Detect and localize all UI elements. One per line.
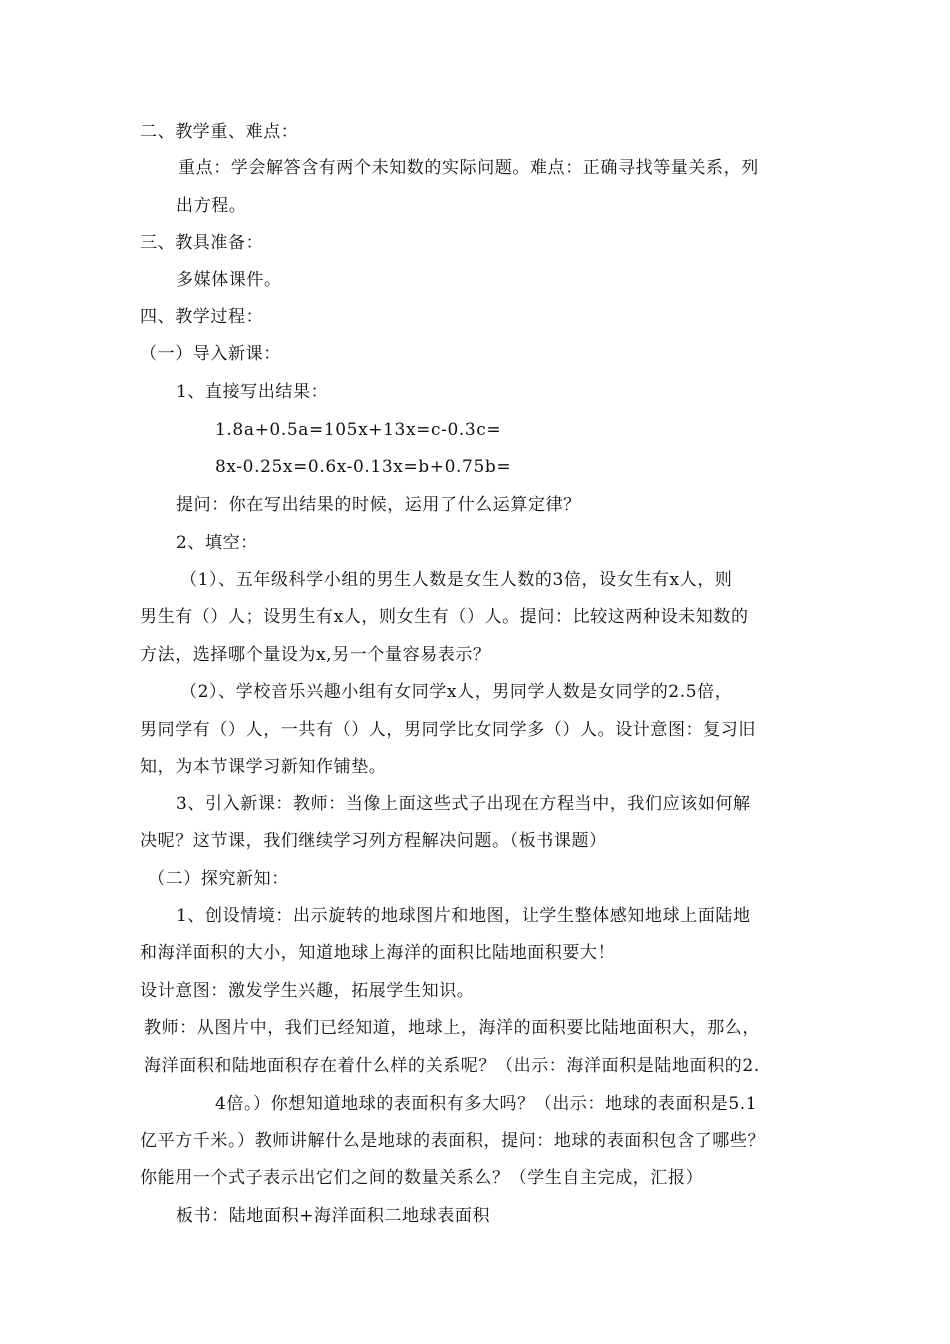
paragraph-line: 出方程。 [176,196,247,216]
heading-process: 四、教学过程： [140,307,264,327]
paragraph-line: （2）、学校音乐兴趣小组有女同学x人，男同学人数是女同学的2.5倍， [180,682,733,702]
paragraph-line: 3、引入新课：教师：当像上面这些式子出现在方程当中，我们应该如何解 [176,794,751,814]
paragraph-line: 多媒体课件。 [176,270,282,290]
paragraph-line: 男同学有（）人，一共有（）人，男同学比女同学多（）人。设计意图：复习旧 [140,720,756,740]
subheading-explore: （二）探究新知： [148,869,289,889]
equation-line: 8x-0.25x=0.6x-0.13x=b+0.75b= [215,457,512,477]
heading-key-points: 二、教学重、难点： [140,122,299,142]
board-note: 板书：陆地面积+海洋面积二地球表面积 [176,1206,491,1226]
paragraph-line: 海洋面积和陆地面积存在着什么样的关系呢？（出示：海洋面积是陆地面积的2. [144,1056,760,1076]
paragraph-line: 1、直接写出结果： [176,382,329,402]
paragraph-line: 提问：你在写出结果的时候，运用了什么运算定律？ [176,495,581,515]
paragraph-line: 4倍。）你想知道地球的表面积有多大吗？（出示：地球的表面积是5.1 [215,1094,758,1114]
paragraph-line: 设计意图：激发学生兴趣，拓展学生知识。 [140,981,475,1001]
paragraph-line: 1、创设情境：出示旋转的地球图片和地图，让学生整体感知地球上面陆地 [176,906,751,926]
heading-materials: 三、教具准备： [140,233,264,253]
paragraph-line: 教师：从图片中，我们已经知道，地球上，海洋的面积要比陆地面积大，那么， [144,1018,760,1038]
paragraph-line: 重点：学会解答含有两个未知数的实际问题。难点：正确寻找等量关系，列 [178,158,759,178]
paragraph-line: 男生有（）人；设男生有x人，则女生有（）人。提问：比较这两种设未知数的 [140,607,749,627]
paragraph-line: 和海洋面积的大小，知道地球上海洋的面积比陆地面积要大！ [140,943,616,963]
paragraph-line: 决呢？这节课，我们继续学习列方程解决问题。（板书课题） [140,831,607,851]
paragraph-line: （1）、五年级科学小组的男生人数是女生人数的3倍，设女生有x人，则 [180,570,733,590]
equation-line: 1.8a+0.5a=105x+13x=c-0.3c= [215,420,502,440]
paragraph-line: 2、填空： [176,533,258,553]
paragraph-line: 你能用一个式子表示出它们之间的数量关系么？（学生自主完成，汇报） [140,1168,704,1188]
paragraph-line: 亿平方千米。）教师讲解什么是地球的表面积，提问：地球的表面积包含了哪些？ [140,1131,766,1151]
subheading-intro: （一）导入新课： [140,344,281,364]
paragraph-line: 知，为本节课学习新知作铺垫。 [140,757,387,777]
paragraph-line: 方法，选择哪个量设为x,另一个量容易表示？ [140,645,491,665]
